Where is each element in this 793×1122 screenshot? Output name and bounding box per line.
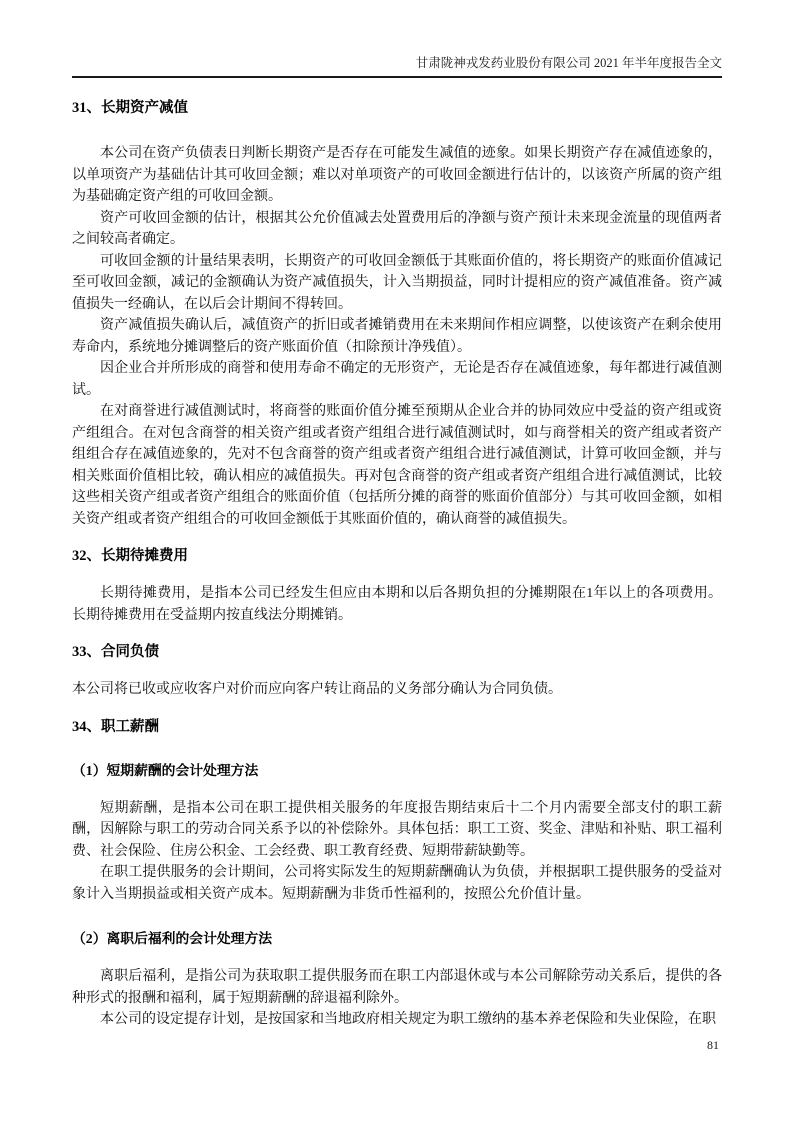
paragraph-32-1: 长期待摊费用，是指本公司已经发生但应由本期和以后各期负担的分摊期限在1年以上的各项费用。长期待摊费用在受益期内按直线法分期摊销。 [72,586,722,623]
paragraph-33-1: 本公司将已收或应收客户对价而应向客户转让商品的义务部分确认为合同负债。 [72,682,562,697]
page-header [72,0,722,78]
section-heading-34: 34、职工薪酬 [72,718,159,735]
page-number: 81 [707,1038,719,1052]
section-heading-33: 33、合同负债 [72,644,159,660]
section-heading-32: 32、长期待摊费用 [72,548,188,564]
section-heading-31: 31、长期资产减值 [72,100,188,116]
subsection-heading-34-1: （1）短期薪酬的会计处理方法 [72,762,259,778]
paragraph-31-5: 因企业合并所形成的商誉和使用寿命不确定的无形资产，无论是否存在减值迹象，每年都进行减值测试。 [72,361,722,398]
paragraph-31-1: 本公司在资产负债表日判断长期资产是否存在可能发生减值的迹象。如果长期资产存在减值迹象的，以单项资产为基础估计其可收回金额；难以对单项资产的可收回金额进行估计的，以该资产所属的资产组为基础确定资产组的可收回金额。 [72,146,722,204]
paragraph-31-6: 在对商誉进行减值测试时，将商誉的账面价值分摊至预期从企业合并的协同效应中受益的资产组或资产组组合。在对包含商誉的相关资产组或者资产组组合进行减值测试时，如与商誉相关的资产组或者资产组组合存在减值迹象的，先对不包含商誉的资产组或者资产组组合进行减值测试，计算可收回金额，并与相关账面价值相比较，确认相应的减值损失。再对包含商誉的资产组或者资产组组合进行减值测试，比较这些相关资产组或者资产组组合的账面价值（包括所分摊的商誉的账面价值部分）与其可收回金额，如相关资产组或者资产组组合的可收回金额低于其账面价值的，确认商誉的减值损失。 [72,404,722,527]
paragraph-34-2-2: 本公司的设定提存计划，是按国家和当地政府相关规定为职工缴纳的基本养老保险和失业保险，在职 [100,1012,716,1027]
paragraph-34-1-1: 短期薪酬，是指本公司在职工提供相关服务的年度报告期结束后十二个月内需要全部支付的职工薪酬，因解除与职工的劳动合同关系予以的补偿除外。具体包括：职工工资、奖金、津贴和补贴、职工福利费、社会保险、住房公积金、工会经费、职工教育经费、短期带薪缺勤等。 [72,800,722,859]
paragraph-34-1-2: 在职工提供服务的会计期间，公司将实际发生的短期薪酬确认为负债，并根据职工提供服务的受益对象计入当期损益或相关资产成本。短期薪酬为非货币性福利的，按照公允价值计量。 [72,865,722,902]
subsection-heading-34-2: （2）离职后福利的会计处理方法 [72,931,273,946]
paragraph-31-3: 可收回金额的计量结果表明，长期资产的可收回金额低于其账面价值的，将长期资产的账面价值减记至可收回金额，减记的金额确认为资产减值损失，计入当期损益，同时计提相应的资产减值准备。资产减值损失一经确认，在以后会计期间不得转回。 [72,253,722,312]
paragraph-31-2: 资产可收回金额的估计，根据其公允价值减去处置费用后的净额与资产预计未来现金流量的现值两者之间较高者确定。 [72,210,722,247]
paragraph-34-2-1: 离职后福利，是指公司为获取职工提供服务而在职工内部退休或与本公司解除劳动关系后，提供的各种形式的报酬和福利，属于短期薪酬的辞退福利除外。 [72,969,722,1006]
paragraph-31-4: 资产减值损失确认后，减值资产的折旧或者摊销费用在未来期间作相应调整，以使该资产在剩余使用寿命内，系统地分摊调整后的资产账面价值（扣除预计净残值）。 [72,318,722,355]
header-title: 甘肃陇神戎发药业股份有限公司 2021 年半年度报告全文 [415,56,722,70]
